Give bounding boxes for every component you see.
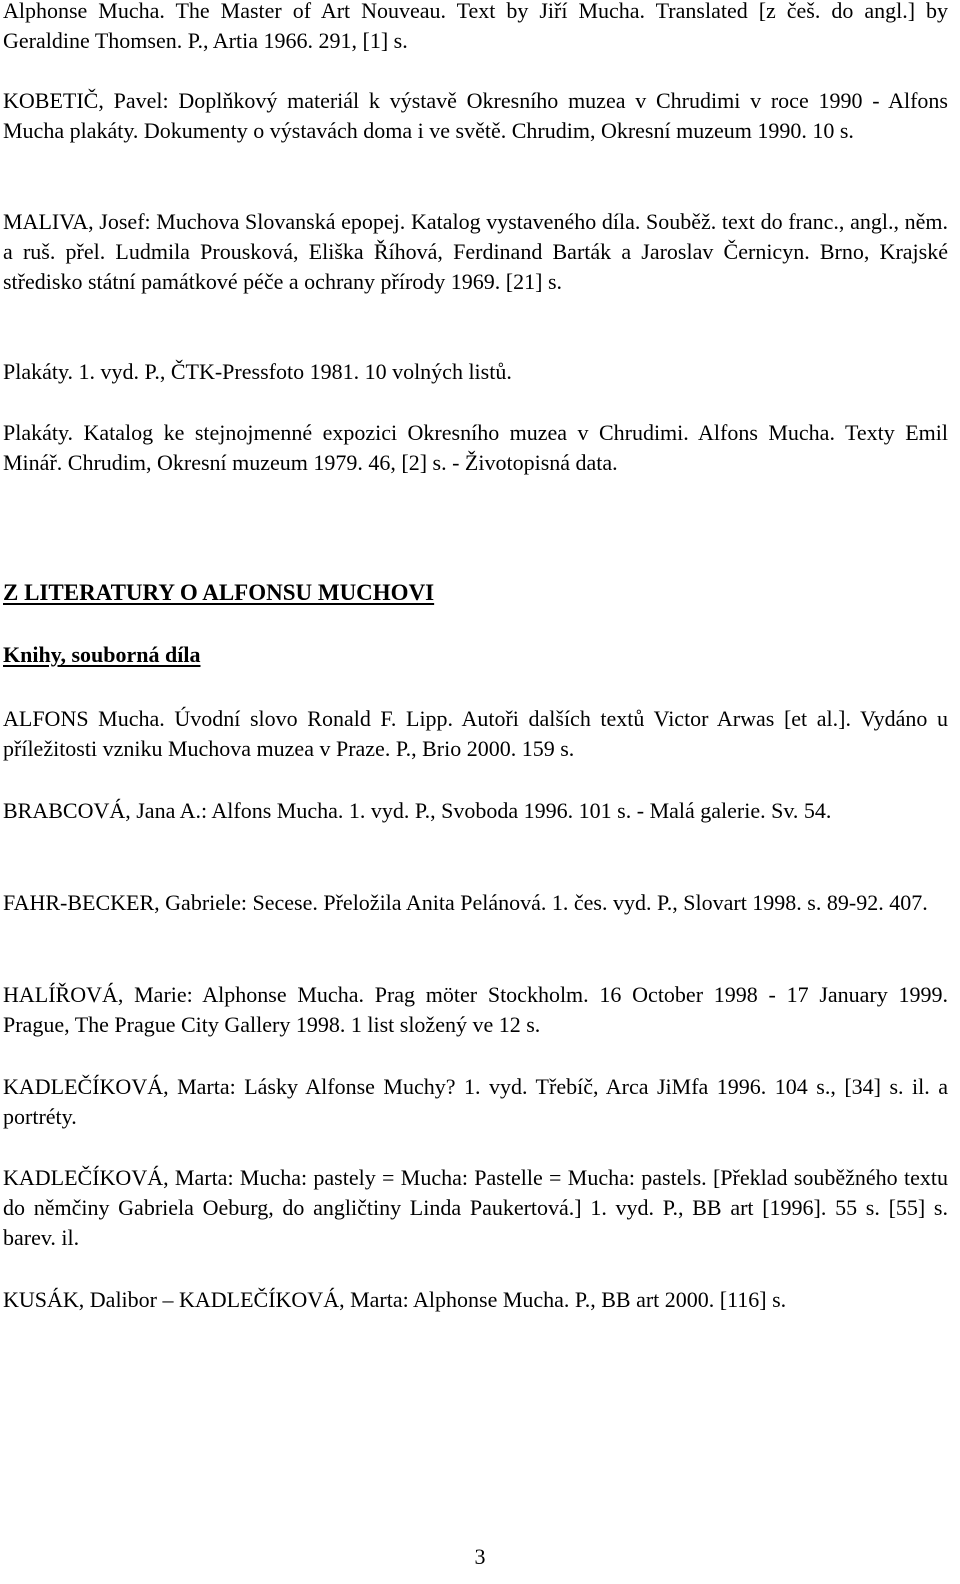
bibliography-entry: Plakáty. 1. vyd. P., ČTK-Pressfoto 1981. 10 volných listů. bbox=[3, 359, 512, 384]
bibliography-entry: ALFONS Mucha. Úvodní slovo Ronald F. Lipp. Autoři dalších textů Victor Arwas [et al.]. Vydáno u příležitosti vzniku Muchova muzea v Praze. P., Brio 2000. 159 s. bbox=[3, 706, 948, 761]
bibliography-entry: KUSÁK, Dalibor – KADLEČÍKOVÁ, Marta: Alphonse Mucha. P., BB art 2000. [116] s. bbox=[3, 1287, 787, 1312]
bibliography-entry: Plakáty. Katalog ke stejnojmenné expozici Okresního muzea v Chrudimi. Alfons Mucha. Texty Emil Minář. Chrudim, Okresní muzeum 1979. 46, [2] s. - Životopisná data. bbox=[3, 420, 948, 475]
bibliography-entry: KADLEČÍKOVÁ, Marta: Mucha: pastely = Mucha: Pastelle = Mucha: pastels. [Překlad souběžného textu do němčiny Gabriela Oeburg, do angličtiny Linda Paukertová.] 1. vyd. P., BB art [1996]. 55 s. [55] s. barev. il. bbox=[3, 1165, 948, 1250]
bibliography-entry: Alphonse Mucha. The Master of Art Nouveau. Text by Jiří Mucha. Translated [z češ. do angl.] by Geraldine Thomsen. P., Artia 1966. 291, [1] s. bbox=[3, 0, 948, 53]
bibliography-entry: FAHR-BECKER, Gabriele: Secese. Přeložila Anita Pelánová. 1. čes. vyd. P., Slovart 1998. s. 89-92. 407. bbox=[3, 890, 928, 915]
bibliography-entry: KOBETIČ, Pavel: Doplňkový materiál k výstavě Okresního muzea v Chrudimi v roce 1990 - Alfons Mucha plakáty. Dokumenty o výstavách doma i ve světě. Chrudim, Okresní muzeum 1990. 10 s. bbox=[3, 88, 948, 143]
subsection-heading: Knihy, souborná díla bbox=[3, 642, 201, 667]
page-number: 3 bbox=[474, 1544, 486, 1569]
bibliography-entry: BRABCOVÁ, Jana A.: Alfons Mucha. 1. vyd. P., Svoboda 1996. 101 s. - Malá galerie. Sv. 54. bbox=[3, 798, 832, 823]
bibliography-entry: HALÍŘOVÁ, Marie: Alphonse Mucha. Prag möter Stockholm. 16 October 1998 - 17 January 1999. Prague, The Prague City Gallery 1998. 1 list složený ve 12 s. bbox=[3, 982, 948, 1037]
bibliography-entry: KADLEČÍKOVÁ, Marta: Lásky Alfonse Muchy? 1. vyd. Třebíč, Arca JiMfa 1996. 104 s., [34] s. il. a portréty. bbox=[3, 1074, 948, 1129]
bibliography-entry: MALIVA, Josef: Muchova Slovanská epopej. Katalog vystaveného díla. Souběž. text do franc., angl., něm. a ruš. přel. Ludmila Prousková, Eliška Říhová, Ferdinand Barták a Jaroslav Černicyn. Brno, Krajské středisko státní památkové péče a ochrany přírody 1969. [21] s. bbox=[3, 209, 948, 294]
section-heading: Z LITERATURY O ALFONSU MUCHOVI bbox=[3, 580, 435, 605]
